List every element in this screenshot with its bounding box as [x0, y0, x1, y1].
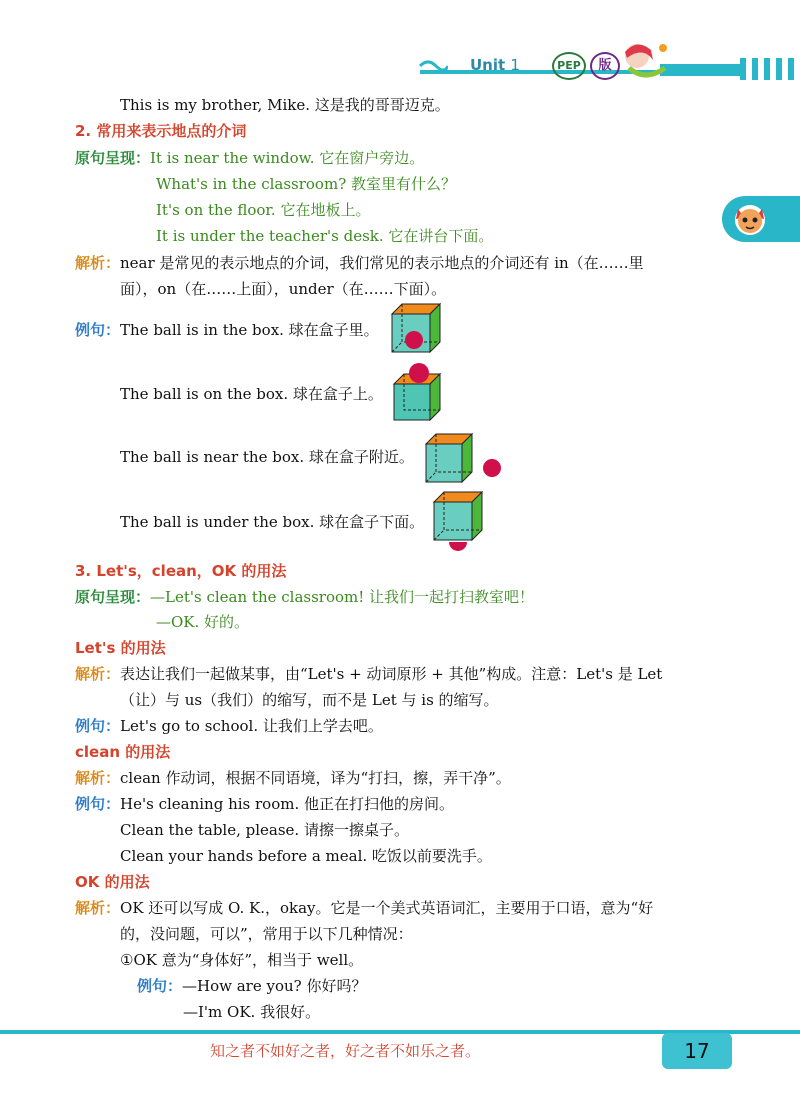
clean-example-2: Clean the table, please. 请擦一擦桌子。 [120, 821, 409, 839]
clean-analysis: 解析：clean 作动词，根据不同语境，译为“打扫，擦，弄干净”。 [75, 769, 511, 787]
wave-line [418, 58, 448, 74]
analysis-line-2: 面），on（在……上面），under（在……下面）。 [120, 280, 447, 298]
example-under: The ball is under the box. 球在盒子下面。 [120, 513, 425, 531]
example-near: The ball is near the box. 球在盒子附近。 [120, 448, 414, 466]
analysis-label: 解析： [75, 254, 121, 272]
example-in: 例句：The ball is in the box. 球在盒子里。 [75, 321, 379, 339]
lets-analysis: 解析：表达让我们一起做某事，由“Let's + 动词原形 + 其他”构成。注意：Let's 是 Let [75, 665, 663, 683]
footer-motto: 知之者不如好之者，好之者不如乐之者。 [210, 1042, 481, 1060]
ball-near-box-illustration [424, 430, 506, 486]
lets-analysis-line-2: （让）与 us（我们）的缩写，而不是 Let 与 is 的缩写。 [120, 691, 499, 709]
section2-analysis: 解析：near 是常见的表示地点的介词，我们常见的表示地点的介词还有 in（在……里 [75, 254, 644, 272]
section2-title: 2. 常用来表示地点的介词 [75, 122, 247, 140]
ok-example-1: 例句：—How are you? 你好吗？ [137, 977, 367, 995]
pep-badge: PEP [552, 52, 586, 80]
ok-example-2: —I'm OK. 我很好。 [183, 1003, 321, 1021]
ball-in-box-illustration [388, 300, 444, 356]
intro-line: This is my brother, Mike. 这是我的哥哥迈克。 [120, 96, 450, 114]
ok-heading: OK 的用法 [75, 873, 150, 891]
clean-example-3: Clean your hands before a meal. 吃饭以前要洗手。 [120, 847, 492, 865]
ball-under-box-illustration [432, 488, 488, 554]
ok-analysis-line-2: 的，没问题，可以”，常用于以下几种情况： [120, 925, 413, 943]
ball-on-box-illustration [392, 362, 444, 424]
ok-analysis: 解析：OK 还可以写成 O. K.，okay。它是一个美式英语词汇，主要用于口语，意为“好 [75, 899, 654, 917]
original-line-4: It is under the teacher's desk. 它在讲台下面。 [156, 227, 494, 245]
section3-original: 原句呈现：—Let's clean the classroom! 让我们一起打扫教室吧！ [75, 588, 535, 606]
lets-example: 例句：Let's go to school. 让我们上学去吧。 [75, 717, 383, 735]
example-label: 例句： [75, 321, 121, 339]
original-label: 原句呈现： [75, 149, 151, 167]
mascot-girl-icon [615, 38, 675, 82]
example-on: The ball is on the box. 球在盒子上。 [120, 385, 383, 403]
original-line-3: It's on the floor. 它在地板上。 [156, 201, 371, 219]
edition-badge: 版 [590, 52, 620, 80]
fox-mascot-icon [730, 199, 770, 239]
section3-original-line-2: —OK. 好的。 [156, 613, 250, 631]
clean-example-1: 例句：He's cleaning his room. 他正在打扫他的房间。 [75, 795, 454, 813]
section3-title: 3. Let's，clean，OK 的用法 [75, 562, 287, 580]
unit-label: Unit 1 [470, 56, 520, 74]
original-line-2: What's in the classroom? 教室里有什么？ [156, 175, 457, 193]
header-checker [740, 58, 800, 80]
ok-case-1: ①OK 意为“身体好”，相当于 well。 [120, 951, 364, 969]
section2-original: 原句呈现：It is near the window. 它在窗户旁边。 [75, 149, 425, 167]
original-label-2: 原句呈现： [75, 588, 151, 606]
clean-heading: clean 的用法 [75, 743, 171, 761]
side-tab [722, 196, 800, 242]
lets-heading: Let's 的用法 [75, 639, 166, 657]
page-number: 17 [662, 1033, 732, 1069]
